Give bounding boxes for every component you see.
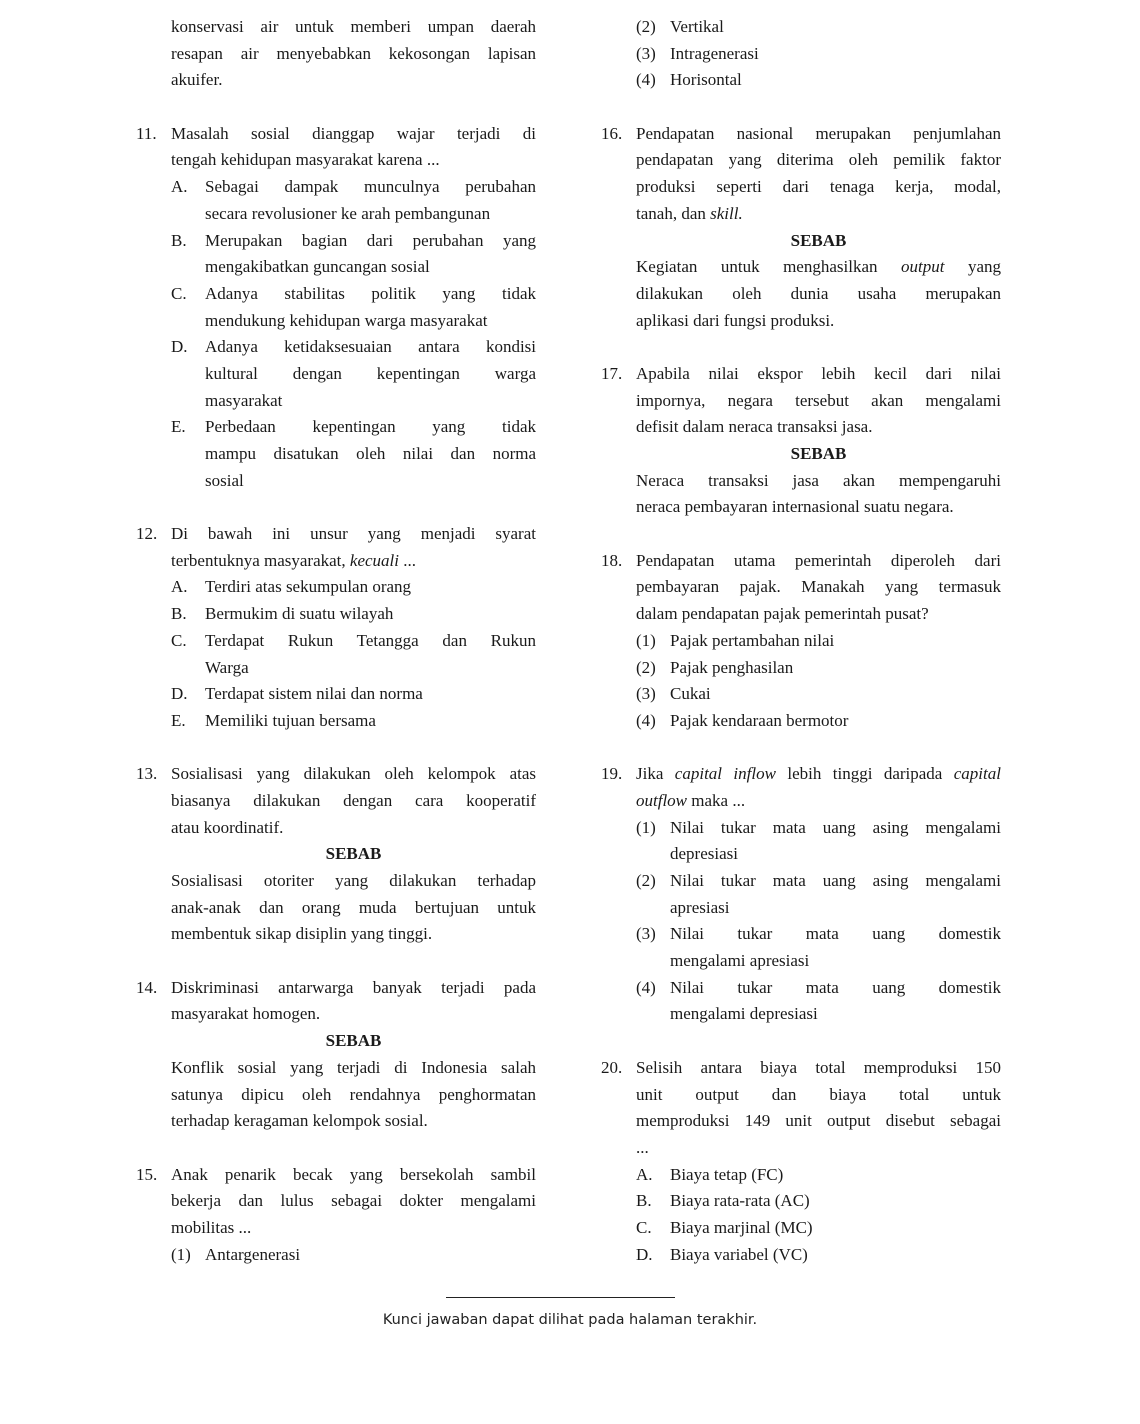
question-17-stem: impornya, negara tersebut akan mengalami — [636, 390, 1001, 410]
option-4-line: mengalami depresiasi — [670, 1004, 818, 1024]
option-4: (4) Horisontal — [601, 67, 1001, 94]
question-13-stem: 13. Sosialisasi yang dilakukan oleh kelompok atas — [136, 761, 536, 788]
option-d: D. Adanya ketidaksesuaian antara kondisi — [136, 334, 536, 361]
option-label: D. — [171, 684, 188, 704]
question-14-stem: 14. Diskriminasi antarwarga banyak terjadi pada — [136, 975, 536, 1002]
question-14-reason: terhadap keragaman kelompok sosial. — [171, 1111, 428, 1131]
question-17-stem: 17. Apabila nilai ekspor lebih kecil dari nilai — [601, 361, 1001, 388]
footer-note: Kunci jawaban dapat dilihat pada halaman terakhir. — [382, 1312, 758, 1328]
option-label: (1) — [636, 817, 656, 837]
question-number: 13. — [136, 764, 158, 784]
question-12-stem: 12. Di bawah ini unsur yang menjadi syarat — [136, 521, 536, 548]
option-b: B. Biaya rata-rata (AC) — [601, 1188, 1001, 1215]
option-label: (1) — [636, 630, 656, 650]
option-d: D. Terdapat sistem nilai dan norma — [136, 681, 536, 708]
option-label: C. — [171, 630, 187, 650]
option-1-line: depresiasi — [670, 844, 738, 864]
question-number: 16. — [601, 123, 623, 143]
question-20-stem: unit output dan biaya total untuk — [636, 1084, 1001, 1104]
option-4: (4) Pajak kendaraan bermotor — [601, 708, 1001, 735]
option-3: (3) Intragenerasi — [601, 41, 1001, 68]
option-1: (1) Antargenerasi — [136, 1242, 536, 1269]
option-d-line: kultural dengan kepentingan warga — [205, 363, 536, 383]
option-b: B. Merupakan bagian dari perubahan yang — [136, 228, 536, 255]
question-16-reason: dilakukan oleh dunia usaha merupakan — [636, 283, 1001, 303]
question-16-stem: pendapatan yang diterima oleh pemilik faktor — [636, 150, 1001, 170]
option-label: A. — [636, 1164, 653, 1184]
option-label: B. — [171, 604, 187, 624]
question-13-reason: anak-anak dan orang muda bertujuan untuk — [171, 897, 536, 917]
option-3: (3) Nilai tukar mata uang domestik — [601, 921, 1001, 948]
option-d-line: masyarakat — [205, 390, 283, 410]
question-number: 11. — [136, 123, 157, 143]
option-a: A. Biaya tetap (FC) — [601, 1162, 1001, 1189]
question-15-stem: mobilitas ... — [171, 1217, 252, 1237]
question-19-stem: 19. Jika capital inflow lebih tinggi daripada capital — [601, 761, 1001, 788]
option-label: B. — [171, 230, 187, 250]
option-label: (3) — [636, 684, 656, 704]
option-b-line: mengakibatkan guncangan sosial — [205, 257, 430, 277]
question-number: 19. — [601, 764, 623, 784]
question-16-reason: Kegiatan untuk menghasilkan output yang — [636, 257, 1001, 277]
option-label: (2) — [636, 657, 656, 677]
option-c: C. Terdapat Rukun Tetangga dan Rukun — [136, 628, 536, 655]
option-2: (2) Nilai tukar mata uang asing mengalami — [601, 868, 1001, 895]
option-a-line: secara revolusioner ke arah pembangunan — [205, 203, 491, 223]
option-label: D. — [171, 337, 188, 357]
question-20-stem: memproduksi 149 unit output disebut sebagai — [636, 1111, 1001, 1131]
option-label: (4) — [636, 710, 656, 730]
question-16-stem: tanah, dan skill. — [636, 203, 743, 223]
question-18-stem: 18. Pendapatan utama pemerintah diperoleh dari — [601, 548, 1001, 575]
question-11-stem: 11. Masalah sosial dianggap wajar terjadi di — [136, 121, 536, 148]
question-16-reason: aplikasi dari fungsi produksi. — [636, 310, 835, 330]
option-b: B. Bermukim di suatu wilayah — [136, 601, 536, 628]
question-18-stem: dalam pendapatan pajak pemerintah pusat? — [636, 604, 929, 624]
option-label: (2) — [636, 17, 656, 36]
option-label: E. — [171, 710, 186, 730]
option-label: E. — [171, 417, 186, 437]
option-label: A. — [171, 177, 188, 197]
option-label: (2) — [636, 871, 656, 890]
question-10-line: resapan air menyebabkan kekosongan lapisan — [171, 43, 536, 63]
question-18-stem: pembayaran pajak. Manakah yang termasuk — [636, 577, 1001, 597]
question-19-stem: outflow maka ... — [636, 790, 746, 810]
question-number: 12. — [136, 524, 158, 544]
question-number: 17. — [601, 363, 623, 383]
question-15-stem: bekerja dan lulus sebagai dokter mengalami — [171, 1191, 536, 1211]
option-e: E. Memiliki tujuan bersama — [136, 708, 536, 735]
option-d: D. Biaya variabel (VC) — [601, 1242, 1001, 1269]
option-c-line: Warga — [205, 657, 249, 677]
option-label: D. — [636, 1244, 653, 1264]
option-label: (1) — [171, 1244, 191, 1264]
option-c: C. Adanya stabilitas politik yang tidak — [136, 281, 536, 308]
option-label: B. — [636, 1191, 652, 1211]
option-label: C. — [171, 283, 187, 303]
question-16-stem: produksi seperti dari tenaga kerja, modal, — [636, 177, 1001, 197]
question-number: 15. — [136, 1164, 158, 1184]
option-a: A. Terdiri atas sekumpulan orang — [136, 574, 536, 601]
question-11-stem: tengah kehidupan masyarakat karena ... — [171, 150, 440, 170]
question-13-stem: biasanya dilakukan dengan cara kooperatif — [171, 790, 536, 810]
option-label: C. — [636, 1217, 652, 1237]
option-1: (1) Nilai tukar mata uang asing mengalami — [601, 815, 1001, 842]
question-number: 20. — [601, 1057, 623, 1077]
question-14-reason: satunya dipicu oleh rendahnya penghormatan — [171, 1084, 536, 1104]
question-number: 14. — [136, 977, 158, 997]
option-2: (2) Vertikal — [601, 14, 1001, 41]
option-label: (3) — [636, 924, 656, 944]
question-20-stem: ... — [636, 1137, 649, 1157]
option-c: C. Biaya marjinal (MC) — [601, 1215, 1001, 1242]
question-20-stem: 20. Selisih antara biaya total memproduksi 150 — [601, 1055, 1001, 1082]
question-14-reason: Konflik sosial yang terjadi di Indonesia salah — [171, 1057, 536, 1077]
option-e-line: sosial — [205, 470, 244, 490]
question-13-reason: membentuk sikap disiplin yang tinggi. — [171, 924, 433, 944]
question-17-reason: neraca pembayaran internasional suatu negara. — [636, 497, 954, 517]
question-16-stem: 16. Pendapatan nasional merupakan penjumlahan — [601, 121, 1001, 148]
question-13-stem: atau koordinatif. — [171, 817, 284, 837]
option-label: A. — [171, 577, 188, 597]
question-17-reason: Neraca transaksi jasa akan mempengaruhi — [636, 470, 1001, 490]
option-2-line: apresiasi — [670, 897, 730, 917]
sebab-label: SEBAB — [790, 444, 847, 463]
question-14-stem: masyarakat homogen. — [171, 1004, 321, 1024]
option-label: (4) — [636, 70, 656, 90]
option-4: (4) Nilai tukar mata uang domestik — [601, 975, 1001, 1002]
question-10-line: konservasi air untuk memberi umpan daerah — [171, 17, 536, 36]
question-12-stem: terbentuknya masyarakat, kecuali ... — [171, 550, 416, 570]
option-1: (1) Pajak pertambahan nilai — [601, 628, 1001, 655]
option-a: A. Sebagai dampak munculnya perubahan — [136, 174, 536, 201]
option-label: (4) — [636, 977, 656, 997]
question-number: 18. — [601, 550, 623, 570]
left-column — [136, 14, 536, 1268]
option-3-line: mengalami apresiasi — [670, 951, 810, 971]
option-2: (2) Pajak penghasilan — [601, 655, 1001, 682]
question-17-stem: defisit dalam neraca transaksi jasa. — [636, 417, 873, 437]
sebab-label: SEBAB — [790, 230, 847, 250]
sebab-label: SEBAB — [325, 844, 382, 864]
option-e: E. Perbedaan kepentingan yang tidak — [136, 414, 536, 441]
option-label: (3) — [636, 43, 656, 63]
question-10-line: akuifer. — [171, 70, 223, 90]
footer-divider — [446, 1297, 675, 1298]
question-13-reason: Sosialisasi otoriter yang dilakukan terhadap — [171, 871, 536, 890]
option-e-line: mampu disatukan oleh nilai dan norma — [205, 444, 536, 463]
right-column — [601, 14, 1001, 1268]
question-15-stem: 15. Anak penarik becak yang bersekolah sambil — [136, 1162, 536, 1189]
option-3: (3) Cukai — [601, 681, 1001, 708]
sebab-label: SEBAB — [325, 1031, 382, 1051]
option-c-line: mendukung kehidupan warga masyarakat — [205, 310, 488, 330]
